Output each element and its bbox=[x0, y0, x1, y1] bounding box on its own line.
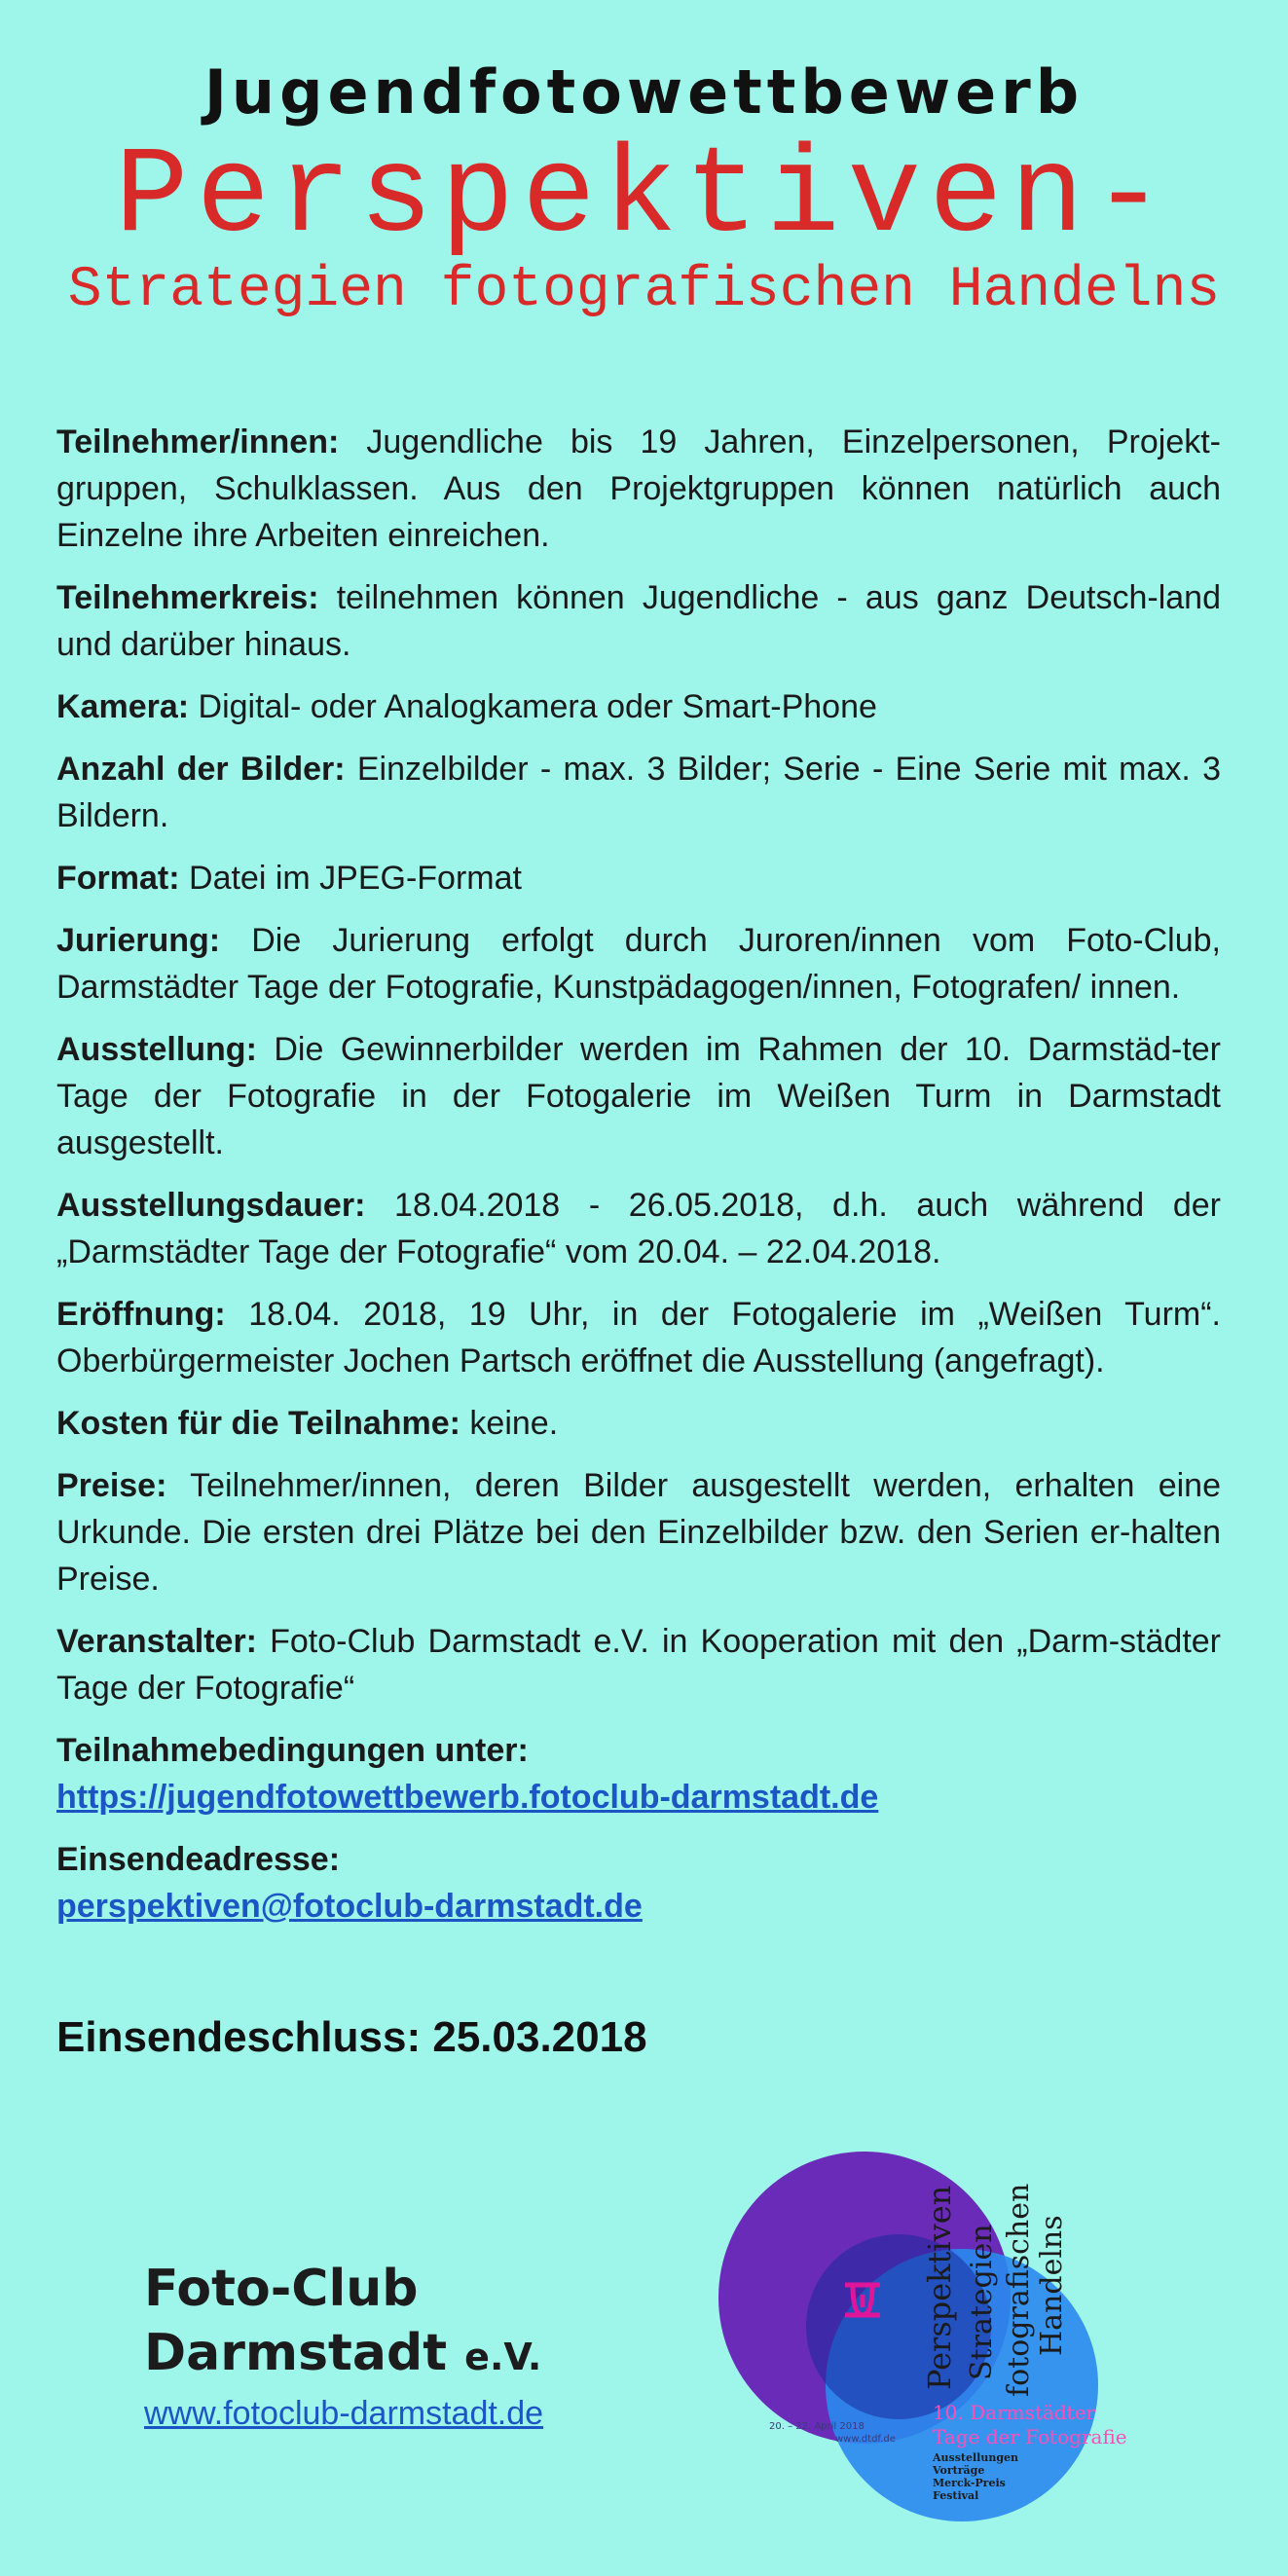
info-costs: Kosten für die Teilnahme: keine. bbox=[56, 1405, 559, 1442]
logo-program-2: Vorträge bbox=[933, 2464, 985, 2477]
info-exhibition-duration: Ausstellungsdauer: 18.04.2018 - 26.05.2018, d.h. auch während der „Darmstädter Tage der Fotografie“ vom 20.04. – 22.04.2018. bbox=[56, 1187, 1221, 1270]
info-camera: Kamera: Digital- oder Analogkamera oder Smart-Phone bbox=[56, 688, 877, 725]
competition-kicker: Jugendfotowettbewerb bbox=[203, 56, 1085, 128]
info-exhibition: Ausstellung: Die Gewinnerbilder werden im Rahmen der 10. Darmstäd-ter Tage der Fotografie in der Fotogalerie im Weißen Turm in Darmstadt ausgestellt. bbox=[56, 1031, 1221, 1161]
submission-label: Einsendeadresse: bbox=[56, 1841, 341, 1878]
logo-edition: 10. Darmstädter bbox=[933, 2401, 1096, 2424]
info-opening: Eröffnung: 18.04. 2018, 19 Uhr, in der Fotogalerie im „Weißen Turm“. Oberbürgermeister Jochen Partsch eröffnet die Ausstellung (angefragt). bbox=[56, 1296, 1221, 1380]
logo-site: www.dtdf.de bbox=[835, 2434, 896, 2445]
competition-subtitle: Strategien fotografischen Handelns bbox=[67, 259, 1221, 322]
club-name bbox=[144, 2257, 541, 2389]
logo-dates: 20. – 22. April 2018 bbox=[769, 2421, 865, 2432]
logo-title-1: Perspektiven bbox=[921, 2185, 958, 2390]
info-participant-circle: Teilnehmerkreis: teilnehmen können Jugendliche - aus ganz Deutsch-land und darüber hinaus. bbox=[56, 579, 1221, 663]
info-jury: Jurierung: Die Jurierung erfolgt durch Juroren/innen vom Foto-Club, Darmstädter Tage der Fotografie, Kunstpädagogen/innen, Fotografen/ innen. bbox=[56, 922, 1221, 1006]
info-submission bbox=[56, 1836, 1221, 1930]
conditions-label: Teilnahmebedingungen unter: bbox=[56, 1732, 529, 1769]
deadline: Einsendeschluss: 25.03.2018 bbox=[56, 2013, 647, 2061]
club-name-line1: Foto-Club bbox=[144, 2260, 419, 2318]
logo-program-3: Merck-Preis bbox=[933, 2477, 1006, 2489]
logo-overlap-circle bbox=[806, 2234, 991, 2419]
club-website-link[interactable]: www.fotoclub-darmstadt.de bbox=[144, 2395, 544, 2432]
festival-logo bbox=[699, 2152, 1147, 2521]
conditions-link[interactable]: https://jugendfotowettbewerb.fotoclub-darmstadt.de bbox=[56, 1779, 879, 1816]
logo-program-1: Ausstellungen bbox=[933, 2451, 1019, 2464]
info-participants: Teilnehmer/innen: Jugendliche bis 19 Jahren, Einzelpersonen, Projekt-gruppen, Schulklassen. Aus den Projektgruppen können natürlich auch Einzelne ihre Arbeiten einreichen. bbox=[56, 423, 1221, 554]
info-prizes: Preise: Teilnehmer/innen, deren Bilder ausgestellt werden, erhalten eine Urkunde. Die ersten drei Plätze bei den Einzelbilder bzw. den Serien er-halten Preise. bbox=[56, 1467, 1221, 1598]
club-name-suffix: e.V. bbox=[464, 2336, 542, 2378]
info-organizer: Veranstalter: Foto-Club Darmstadt e.V. in Kooperation mit den „Darm-städter Tage der Fotografie“ bbox=[56, 1623, 1221, 1707]
info-section bbox=[56, 419, 1221, 1945]
club-name-line2: Darmstadt bbox=[144, 2324, 448, 2382]
logo-title-4: Handelns bbox=[1035, 2215, 1069, 2356]
info-image-count: Anzahl der Bilder: Einzelbilder - max. 3 Bilder; Serie - Eine Serie mit max. 3 Bildern. bbox=[56, 751, 1221, 834]
logo-title-3: fotografischen bbox=[1002, 2183, 1036, 2397]
logo-program-4: Festival bbox=[933, 2489, 979, 2502]
info-conditions bbox=[56, 1727, 1221, 1821]
logo-edition-2: Tage der Fotografie bbox=[933, 2425, 1127, 2448]
info-format: Format: Datei im JPEG-Format bbox=[56, 860, 522, 897]
logo-title-2: Strategien bbox=[965, 2224, 999, 2380]
submission-email-link[interactable]: perspektiven@fotoclub-darmstadt.de bbox=[56, 1888, 643, 1925]
competition-title: Perspektiven- bbox=[115, 128, 1173, 267]
